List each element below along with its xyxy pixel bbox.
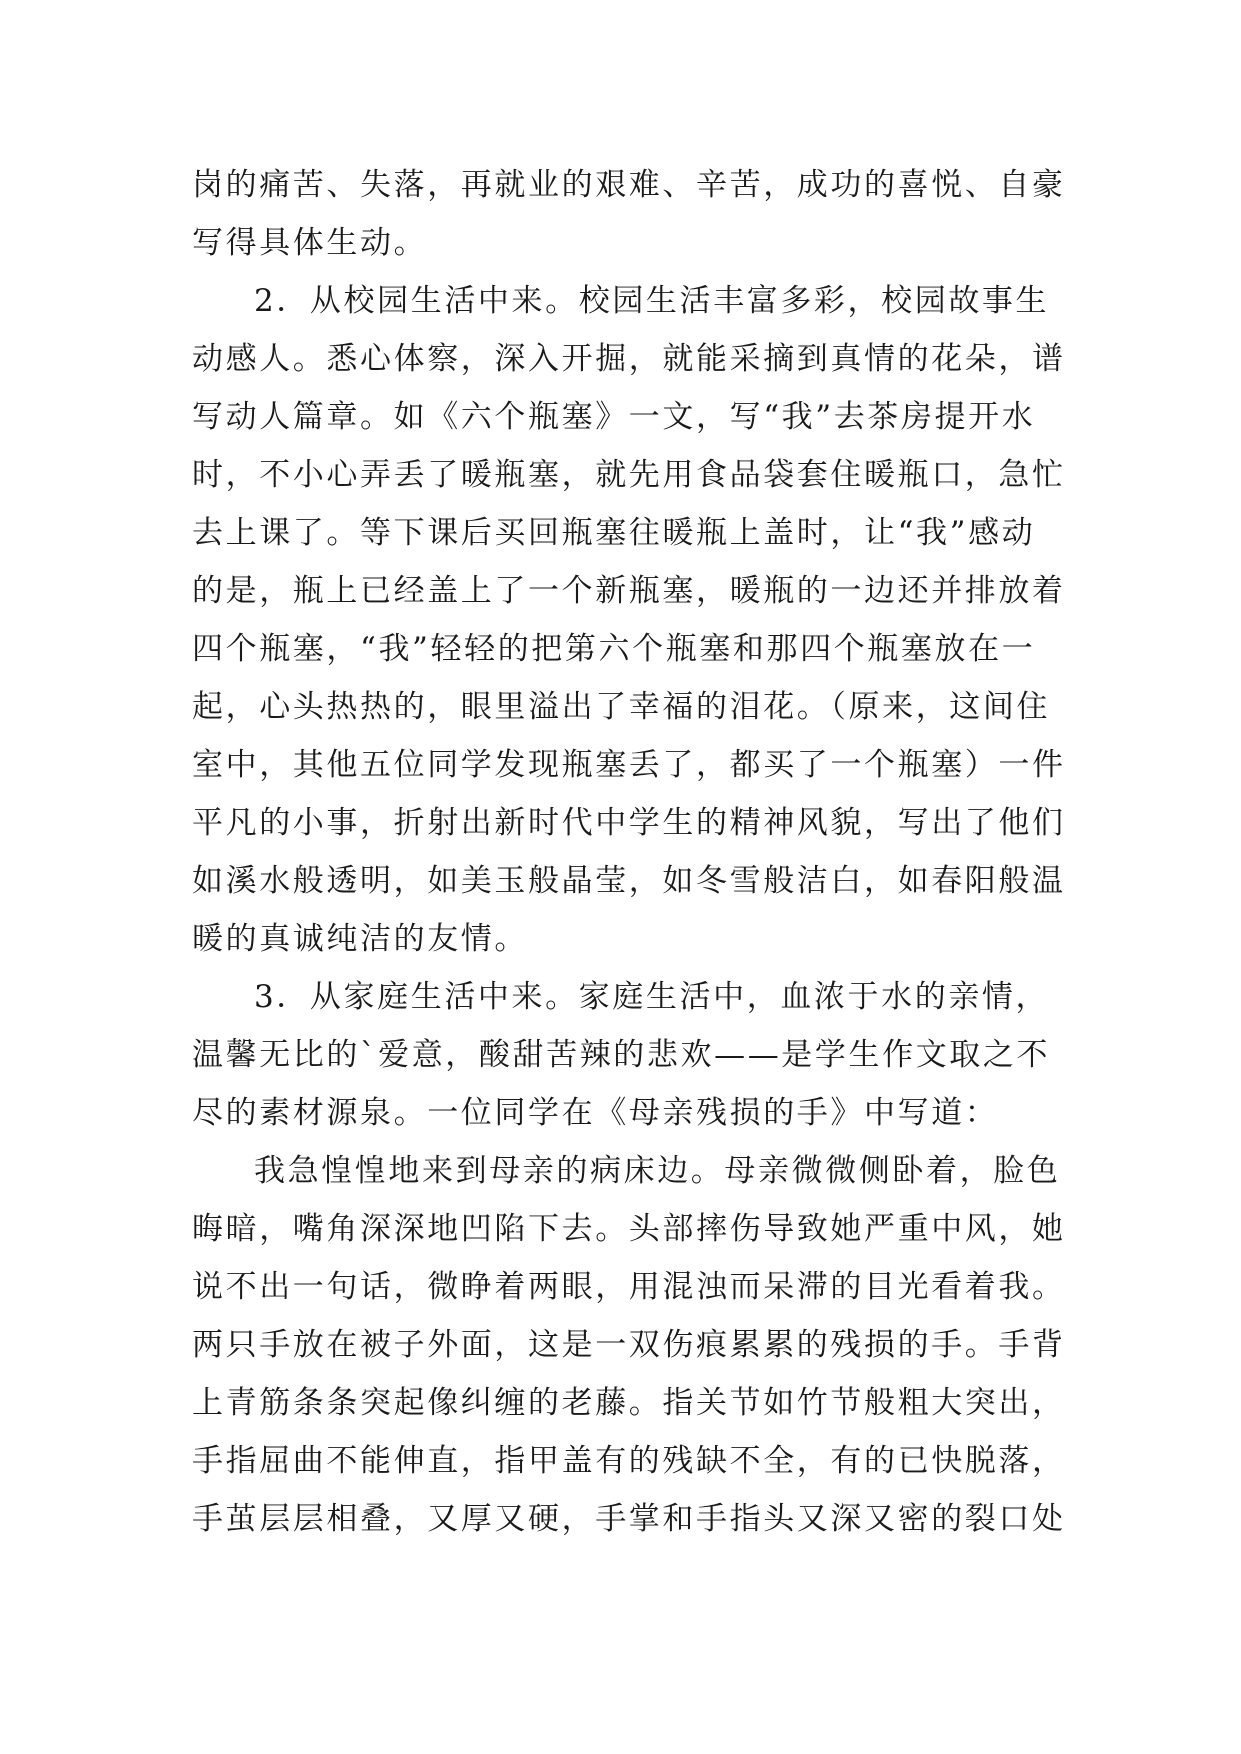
text-line: 动感人。悉心体察，深入开掘，就能采摘到真情的花朵，谱 — [192, 341, 1066, 377]
text-line: 2．从校园生活中来。校园生活丰富多彩，校园故事生 — [254, 283, 1050, 319]
body-text — [192, 156, 1066, 1548]
text-line: 手指屈曲不能伸直，指甲盖有的残缺不全，有的已快脱落， — [192, 1443, 1066, 1479]
text-line: 温馨无比的`爱意，酸甜苦辣的悲欢——是学生作文取之不 — [192, 1037, 1051, 1073]
text-line: 写得具体生动。 — [192, 225, 428, 261]
text-line: 的是，瓶上已经盖上了一个新瓶塞，暖瓶的一边还并排放着 — [192, 573, 1066, 609]
text-line: 手茧层层相叠，又厚又硬，手掌和手指头又深又密的裂口处 — [192, 1501, 1066, 1537]
text-line: 暖的真诚纯洁的友情。 — [192, 921, 528, 957]
text-line: 室中，其他五位同学发现瓶塞丢了，都买了一个瓶塞）一件 — [192, 747, 1066, 783]
text-line: 岗的痛苦、失落，再就业的艰难、辛苦，成功的喜悦、自豪 — [192, 167, 1066, 203]
text-line: 我急惶惶地来到母亲的病床边。母亲微微侧卧着，脸色 — [254, 1153, 1061, 1189]
text-line: 上青筋条条突起像纠缠的老藤。指关节如竹节般粗大突出， — [192, 1385, 1066, 1421]
text-line: 两只手放在被子外面，这是一双伤痕累累的残损的手。手背 — [192, 1327, 1066, 1363]
text-line: 时，不小心弄丢了暖瓶塞，就先用食品袋套住暖瓶口，急忙 — [192, 457, 1066, 493]
text-line: 说不出一句话，微睁着两眼，用混浊而呆滞的目光看着我。 — [192, 1269, 1066, 1305]
text-line: 尽的素材源泉。一位同学在《母亲残损的手》中写道： — [192, 1095, 999, 1131]
text-line: 平凡的小事，折射出新时代中学生的精神风貌，写出了他们 — [192, 805, 1066, 841]
text-line: 如溪水般透明，如美玉般晶莹，如冬雪般洁白，如春阳般温 — [192, 863, 1066, 899]
text-line: 3．从家庭生活中来。家庭生活中，血浓于水的亲情， — [254, 979, 1050, 1015]
text-line: 起，心头热热的，眼里溢出了幸福的泪花。（原来，这间住 — [192, 689, 1051, 725]
text-line: 去上课了。等下课后买回瓶塞往暖瓶上盖时，让“我”感动 — [192, 515, 1036, 551]
text-line: 四个瓶塞，“我”轻轻的把第六个瓶塞和那四个瓶塞放在一 — [192, 631, 1036, 667]
text-line: 晦暗，嘴角深深地凹陷下去。头部摔伤导致她严重中风，她 — [192, 1211, 1066, 1247]
text-line: 写动人篇章。如《六个瓶塞》一文，写“我”去茶房提开水 — [192, 399, 1036, 435]
